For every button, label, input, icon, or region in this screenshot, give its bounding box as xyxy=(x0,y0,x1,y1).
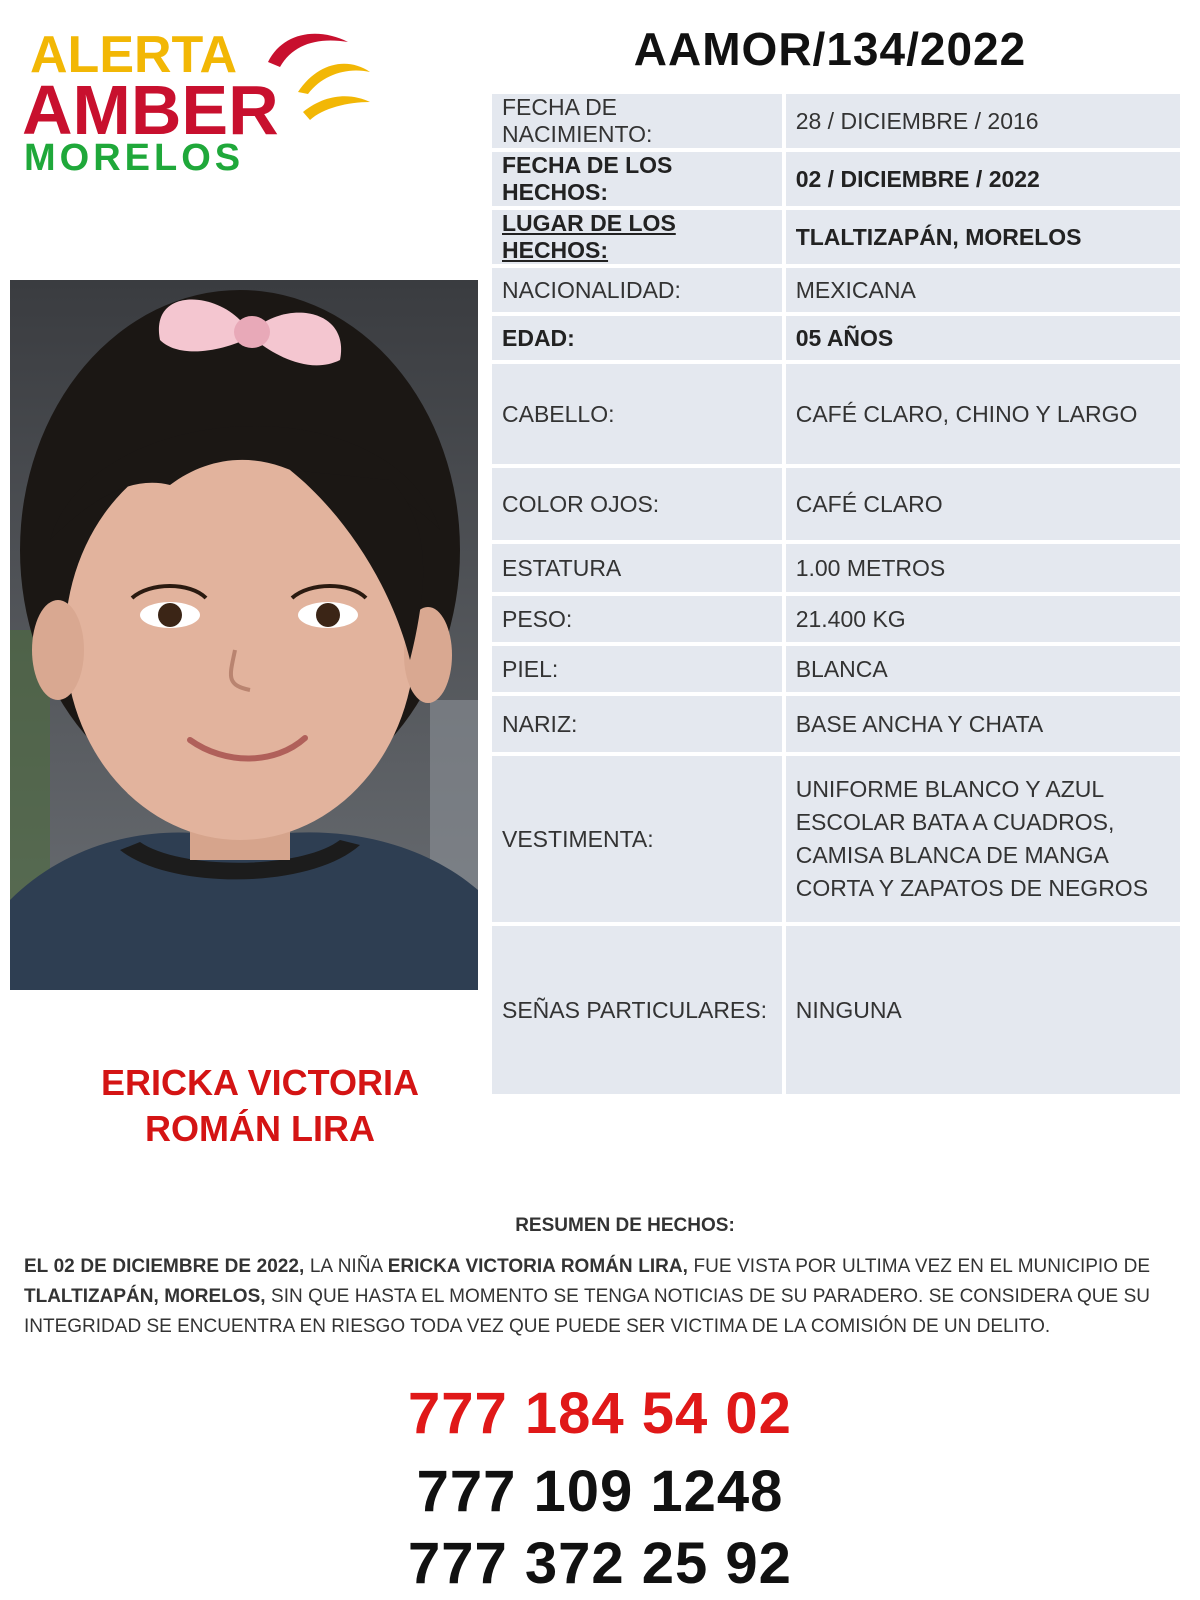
logo-line1: ALERTA xyxy=(30,26,238,84)
table-row xyxy=(492,696,1180,752)
value-skin: BLANCA xyxy=(786,646,1180,692)
label-eye-color: COLOR OJOS: xyxy=(492,468,782,540)
label-hair: CABELLO: xyxy=(492,364,782,464)
value-weight: 21.400 KG xyxy=(786,596,1180,642)
table-row xyxy=(492,926,1180,1094)
swoosh-icon xyxy=(303,96,370,120)
label-nose: NARIZ: xyxy=(492,696,782,752)
logo-line3: MORELOS xyxy=(24,137,245,179)
table-row xyxy=(492,210,1180,264)
value-marks: NINGUNA xyxy=(786,926,1180,1094)
label-marks: SEÑAS PARTICULARES: xyxy=(492,926,782,1094)
phone-number-2: 777 109 1248 xyxy=(416,1459,784,1524)
summary-text xyxy=(24,1252,1150,1342)
label-weight: PESO: xyxy=(492,596,782,642)
summary-title: RESUMEN DE HECHOS: xyxy=(515,1215,735,1236)
child-portrait-illustration xyxy=(10,280,478,990)
label-skin: PIEL: xyxy=(492,646,782,692)
alerta-amber-logo xyxy=(18,22,378,182)
phone-number-1: 777 184 54 02 xyxy=(408,1381,792,1446)
value-event-date: 02 / DICIEMBRE / 2022 xyxy=(786,152,1180,206)
table-row xyxy=(492,94,1180,148)
value-clothing: UNIFORME BLANCO Y AZUL ESCOLAR BATA A CUADROS, CAMISA BLANCA DE MANGA CORTA Y ZAPATOS DE NEGROS xyxy=(786,756,1180,922)
table-row xyxy=(492,152,1180,206)
child-name-line1: ERICKA VICTORIA xyxy=(100,1062,420,1103)
child-name-line2: ROMÁN LIRA xyxy=(145,1108,375,1149)
table-row xyxy=(492,544,1180,592)
value-birthdate: 28 / DICIEMBRE / 2016 xyxy=(786,94,1180,148)
logo-line2: AMBER xyxy=(22,71,279,149)
child-photo xyxy=(10,280,478,990)
summary-part: LA NIÑA xyxy=(304,1256,388,1277)
label-event-place-text: LUGAR DE LOS HECHOS: xyxy=(502,210,676,263)
phone-number-3: 777 372 25 92 xyxy=(408,1531,792,1596)
case-id: AAMOR/134/2022 xyxy=(633,23,1027,75)
table-row xyxy=(492,316,1180,360)
value-eye-color: CAFÉ CLARO xyxy=(786,468,1180,540)
summary-date: EL 02 DE DICIEMBRE DE 2022, xyxy=(24,1256,305,1277)
label-clothing: VESTIMENTA: xyxy=(492,756,782,922)
label-age: EDAD: xyxy=(492,316,782,360)
value-event-place: TLALTIZAPÁN, MORELOS xyxy=(786,210,1180,264)
summary-part: SIN QUE HASTA EL MOMENTO SE TENGA NOTICIAS DE SU PARADERO. SE CONSIDERA QUE SU INTEGRIDAD SE ENCUENTRA EN RIESGO TODA VEZ QUE PUEDE SER VICTIMA DE LA COMISIÓN DE UN DELITO. xyxy=(24,1286,1150,1337)
label-height: ESTATURA xyxy=(492,544,782,592)
logo-graphic xyxy=(18,22,378,182)
summary-part: FUE VISTA POR ULTIMA VEZ EN EL MUNICIPIO DE xyxy=(687,1256,1151,1277)
table-row xyxy=(492,646,1180,692)
table-row xyxy=(492,756,1180,922)
table-row xyxy=(492,596,1180,642)
label-nationality: NACIONALIDAD: xyxy=(492,268,782,312)
swoosh-icon xyxy=(268,34,348,67)
swoosh-icon xyxy=(298,64,370,94)
table-row xyxy=(492,364,1180,464)
details-table xyxy=(488,90,1184,1098)
value-nose: BASE ANCHA Y CHATA xyxy=(786,696,1180,752)
table-row xyxy=(492,468,1180,540)
child-name xyxy=(30,1060,490,1152)
value-hair: CAFÉ CLARO, CHINO Y LARGO xyxy=(786,364,1180,464)
label-birthdate: FECHA DE NACIMIENTO: xyxy=(492,94,782,148)
label-event-date: FECHA DE LOS HECHOS: xyxy=(492,152,782,206)
summary-name: ERICKA VICTORIA ROMÁN LIRA, xyxy=(387,1256,688,1277)
summary-place: TLALTIZAPÁN, MORELOS, xyxy=(24,1286,266,1307)
value-height: 1.00 METROS xyxy=(786,544,1180,592)
value-age: 05 AÑOS xyxy=(786,316,1180,360)
label-event-place xyxy=(492,210,782,264)
table-row xyxy=(492,268,1180,312)
value-nationality: MEXICANA xyxy=(786,268,1180,312)
